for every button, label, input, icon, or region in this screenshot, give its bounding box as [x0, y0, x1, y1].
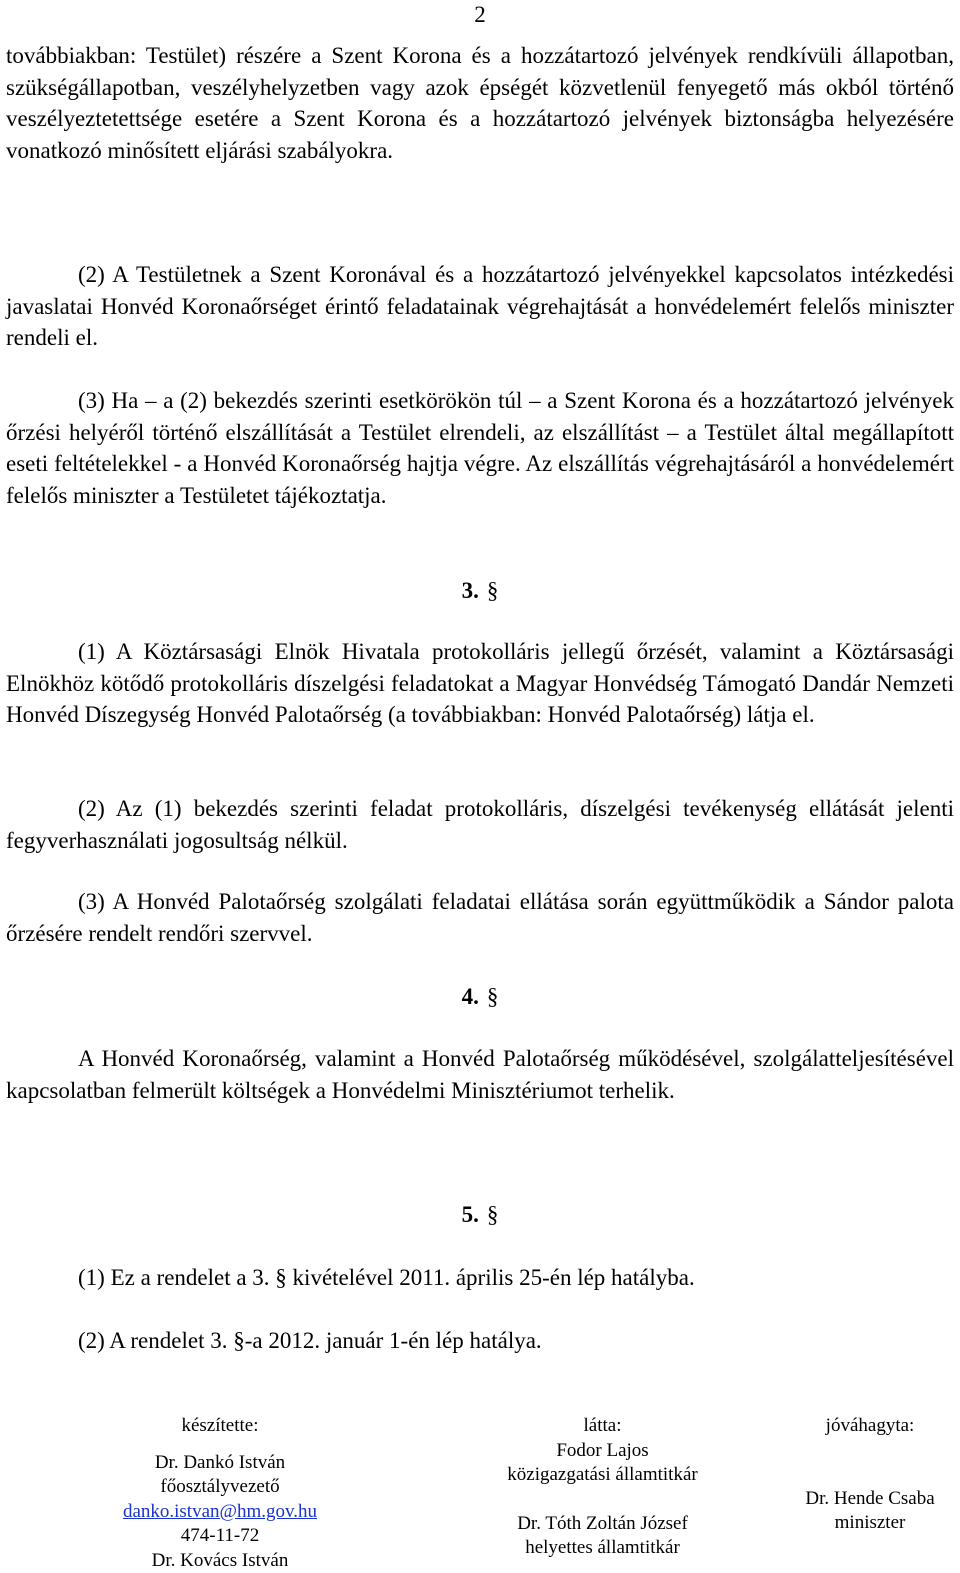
signature-prepared	[100, 1414, 340, 1573]
seen-title-2: helyettes államtitkár	[525, 1537, 680, 1558]
section-4-heading	[0, 982, 960, 1012]
seen-title-1: közigazgatási államtitkár	[507, 1464, 698, 1485]
section-sign: §	[486, 984, 499, 1009]
signature-approved	[770, 1414, 960, 1536]
approved-label: jóváhagyta:	[825, 1415, 915, 1436]
prepared-name: Dr. Dankó István	[154, 1451, 286, 1473]
prepared-title: főosztályvezető	[160, 1476, 280, 1497]
section3-paragraph-2: (2) Az (1) bekezdés szerinti feladat protokolláris, díszelgési tevékenység ellátását jelenti fegyverhasználati jogosultság nélkül.	[6, 796, 954, 853]
section-sign: §	[486, 1202, 499, 1227]
section3-paragraph-3: (3) A Honvéd Palotaőrség szolgálati feladatai ellátása során együttműködik a Sándor palota őrzésére rendelt rendőri szervvel.	[6, 889, 954, 946]
approved-title: miniszter	[834, 1512, 906, 1533]
prepared-name-2: Dr. Kovács István	[151, 1549, 289, 1571]
section5-paragraph-2: (2) A rendelet 3. §-a 2012. január 1-én lép hatálya.	[78, 1328, 542, 1353]
section2-paragraph-2: (2) A Testületnek a Szent Koronával és a hozzátartozó jelvényekkel kapcsolatos intézkedési javaslatai Honvéd Koronaőrséget érintő feladatainak végrehajtását a honvédelemért felelős miniszter rendeli el.	[6, 262, 954, 351]
page-number: 2	[474, 2, 486, 27]
seen-name-1: Fodor Lajos	[556, 1439, 649, 1461]
section-3-number: 3.	[461, 578, 479, 603]
section-3-heading	[0, 576, 960, 606]
section-5-heading	[0, 1200, 960, 1230]
section5-paragraph-1: (1) Ez a rendelet a 3. § kivételével 2011. április 25-én lép hatályba.	[78, 1265, 695, 1290]
section3-paragraph-1: (1) A Köztársasági Elnök Hivatala protokolláris jellegű őrzését, valamint a Köztársasági Elnökhöz kötődő protokolláris díszelgési feladatokat a Magyar Honvédség Támogató Dandár Nemzeti Honvéd Díszegység Honvéd Palotaőrség (a továbbiakban: Honvéd Palotaőrség) látja el.	[6, 639, 954, 728]
seen-label: látta:	[583, 1415, 622, 1436]
prepared-email-link[interactable]: danko.istvan@hm.gov.hu	[122, 1500, 318, 1522]
section2-paragraph-3: (3) Ha – a (2) bekezdés szerinti esetkörökön túl – a Szent Korona és a hozzátartozó jelvények őrzési helyéről történő elszállítását a Testület elrendeli, az elszállítást – a Testület által megállapított eseti feltételekkel - a Honvéd Koronaőrség hajtja végre. Az elszállítás végrehajtásáról a honvédelemért felelős miniszter a Testületet tájékoztatja.	[6, 388, 954, 508]
section-4-number: 4.	[461, 984, 479, 1009]
approved-name: Dr. Hende Csaba	[805, 1487, 935, 1509]
prepared-label: készítette:	[181, 1415, 259, 1436]
intro-paragraph: továbbiakban: Testület) részére a Szent Korona és a hozzátartozó jelvények rendkívüli állapotban, szükségállapotban, veszélyhelyzetben vagy azok épségét közvetlenül fenyegető más okból történő veszélyeztetettsége esetére a Szent Korona és a hozzátartozó jelvények biztonságba helyezésére vonatkozó minősített eljárási szabályokra.	[6, 43, 954, 163]
signature-seen	[470, 1414, 735, 1561]
seen-name-2: Dr. Tóth Zoltán József	[517, 1512, 688, 1534]
section4-paragraph-1: A Honvéd Koronaőrség, valamint a Honvéd Palotaőrség működésével, szolgálatteljesítésével kapcsolatban felmerült költségek a Honvédelmi Minisztériumot terhelik.	[6, 1046, 954, 1103]
section-5-number: 5.	[461, 1202, 479, 1227]
section-sign: §	[486, 578, 499, 603]
prepared-phone: 474-11-72	[180, 1525, 260, 1546]
